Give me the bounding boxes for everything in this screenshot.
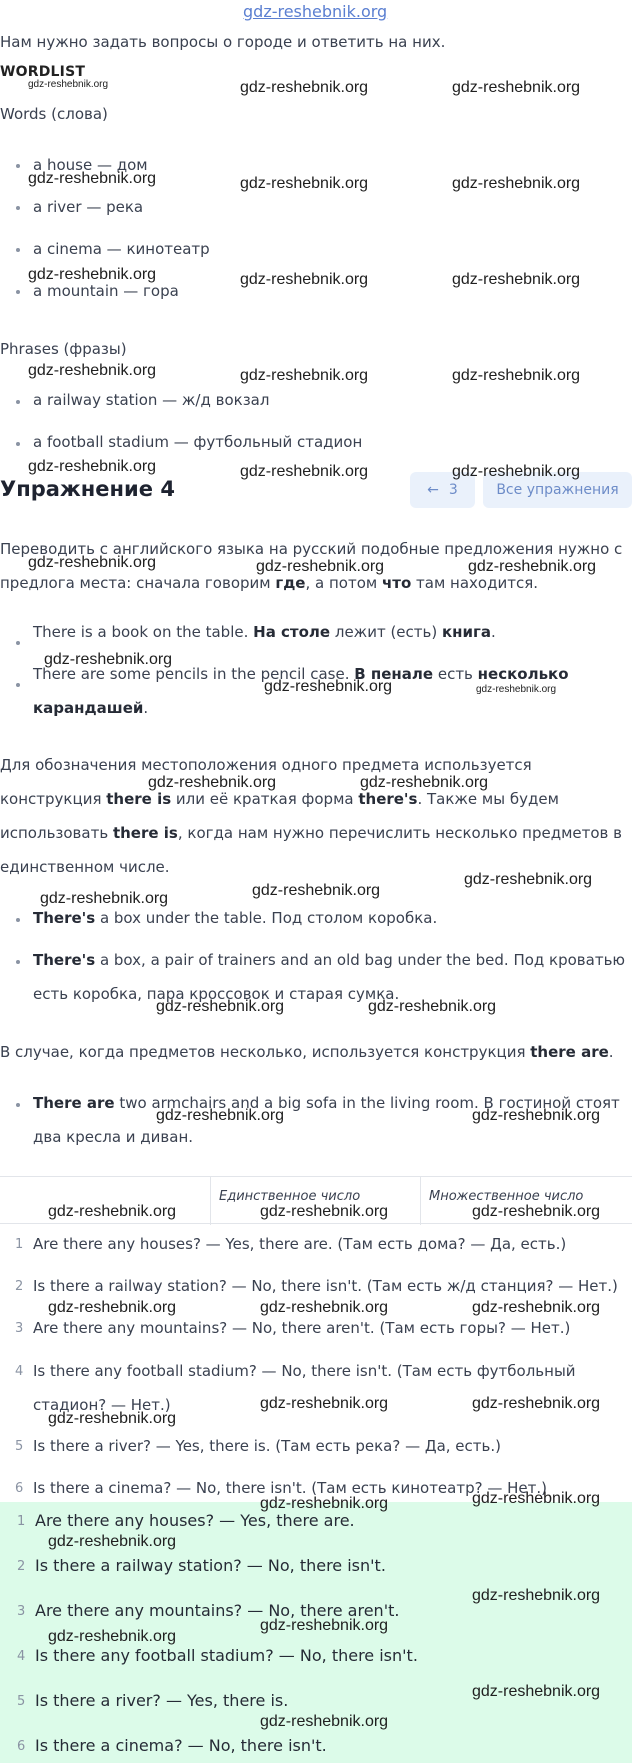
text-run: , когда нам нужно перечислить несколько предметов в (177, 824, 622, 842)
bullet-dot (16, 164, 20, 168)
watermark: gdz-reshebnik.org (40, 890, 169, 907)
watermark: gdz-reshebnik.org (240, 367, 369, 384)
bullet-dot (16, 918, 20, 922)
answer-item: Is there any football stadium? — No, there isn't. (35, 1646, 418, 1665)
bullet-dot (16, 960, 20, 964)
watermark: gdz-reshebnik.org (476, 684, 557, 695)
theory-p1-line2 (0, 574, 538, 592)
watermark: gdz-reshebnik.org (28, 170, 157, 187)
text-run: или её краткая форма (171, 790, 359, 808)
answer-item: Are there any houses? — Yes, there are. (35, 1511, 355, 1530)
theory-p2-line4: единственном числе. (0, 858, 170, 876)
watermark: gdz-reshebnik.org (472, 1587, 601, 1604)
text-run: . (491, 623, 496, 641)
answer-number: 6 (17, 1739, 26, 1754)
qa-number: 1 (15, 1237, 24, 1252)
text-run-bold: There are (33, 1094, 115, 1112)
watermark: gdz-reshebnik.org (28, 266, 157, 283)
qa-item: Is there a railway station? — No, there isn't. (Там есть ж/д станция? — Нет.) (33, 1277, 618, 1295)
word-item: a house — дом (33, 156, 148, 174)
bullet-dot (16, 641, 20, 645)
watermark: gdz-reshebnik.org (472, 1299, 601, 1316)
watermark: gdz-reshebnik.org (472, 1395, 601, 1412)
watermark: gdz-reshebnik.org (260, 1395, 389, 1412)
bullet-dot (16, 1103, 20, 1107)
table-divider (210, 1177, 211, 1225)
answer-number: 2 (17, 1559, 26, 1574)
watermark: gdz-reshebnik.org (260, 1299, 389, 1316)
watermark: gdz-reshebnik.org (252, 882, 381, 899)
watermark: gdz-reshebnik.org (472, 1490, 601, 1507)
text-run: конструкция (0, 790, 107, 808)
watermark: gdz-reshebnik.org (452, 367, 581, 384)
qa-item: Is there a cinema? — No, there isn't. (Там есть кинотеатр? — Нет.) (33, 1479, 547, 1497)
theory-p2-line3 (0, 824, 622, 842)
answer-item: Is there a river? — Yes, there is. (35, 1691, 289, 1710)
answer-item: Is there a cinema? — No, there isn't. (35, 1736, 327, 1755)
example-2-line2 (33, 699, 148, 717)
intro-text: Нам нужно задать вопросы о городе и ответить на них. (0, 33, 446, 51)
example-3 (33, 909, 437, 927)
watermark: gdz-reshebnik.org (452, 175, 581, 192)
qa-number: 5 (15, 1439, 24, 1454)
text-run-bold: there is (112, 824, 178, 842)
watermark: gdz-reshebnik.org (452, 271, 581, 288)
watermark: gdz-reshebnik.org (464, 871, 593, 888)
answer-number: 4 (17, 1649, 26, 1664)
prev-exercise-number: 3 (448, 482, 458, 498)
watermark: gdz-reshebnik.org (472, 1203, 601, 1220)
word-item: a river — река (33, 198, 144, 216)
watermark: gdz-reshebnik.org (28, 458, 157, 475)
watermark: gdz-reshebnik.org (240, 463, 369, 480)
watermark: gdz-reshebnik.org (156, 1107, 285, 1124)
phrase-item: a football stadium — футбольный стадион (33, 433, 363, 451)
text-run-bold: there are (530, 1043, 609, 1061)
text-run: There is a book on the table. (33, 623, 254, 641)
watermark: gdz-reshebnik.org (28, 79, 109, 90)
qa-number: 4 (15, 1364, 24, 1379)
arrow-left-icon: ← (427, 482, 439, 498)
text-run-bold: карандашей (33, 699, 144, 717)
word-item: a mountain — гора (33, 282, 179, 300)
bullet-dot (16, 290, 20, 294)
watermark: gdz-reshebnik.org (264, 678, 393, 695)
text-run: a box under the table. Под столом коробка. (95, 909, 438, 927)
answer-number: 5 (17, 1694, 26, 1709)
phrases-heading: Phrases (фразы) (0, 340, 127, 358)
qa-item: Are there any houses? — Yes, there are. (Там есть дома? — Да, есть.) (33, 1235, 567, 1253)
watermark: gdz-reshebnik.org (28, 554, 157, 571)
example-4-line2: есть коробка, пара кроссовок и старая сумка. (33, 985, 400, 1003)
answer-number: 3 (17, 1604, 26, 1619)
text-run: В случае, когда предметов несколько, используется конструкция (0, 1043, 531, 1061)
answer-item: Is there a railway station? — No, there isn't. (35, 1556, 386, 1575)
text-run: two armchairs and a big sofa in the living room. В гостиной стоят (114, 1094, 620, 1112)
bullet-dot (16, 442, 20, 446)
text-run-bold: There's (33, 951, 96, 969)
answer-number: 1 (17, 1514, 26, 1529)
watermark: gdz-reshebnik.org (156, 998, 285, 1015)
example-5-line2: два кресла и диван. (33, 1128, 194, 1146)
watermark: gdz-reshebnik.org (256, 558, 385, 575)
qa-item-continued: стадион? — Нет.) (33, 1396, 171, 1414)
text-run: использовать (0, 824, 113, 842)
word-item: a cinema — кинотеатр (33, 240, 210, 258)
watermark: gdz-reshebnik.org (48, 1533, 177, 1550)
theory-p2-line1: Для обозначения местоположения одного предмета используется (0, 756, 532, 774)
text-run-bold: there's (358, 790, 418, 808)
text-run: . (143, 699, 149, 717)
watermark: gdz-reshebnik.org (48, 1203, 177, 1220)
bullet-dot (16, 683, 20, 687)
text-run: . (608, 1043, 614, 1061)
watermark: gdz-reshebnik.org (472, 1683, 601, 1700)
watermark: gdz-reshebnik.org (48, 1410, 177, 1427)
watermark: gdz-reshebnik.org (240, 271, 369, 288)
text-run: , а потом (305, 574, 382, 592)
watermark: gdz-reshebnik.org (472, 1107, 601, 1124)
watermark: gdz-reshebnik.org (360, 774, 489, 791)
watermark: gdz-reshebnik.org (48, 1299, 177, 1316)
watermark: gdz-reshebnik.org (260, 1713, 389, 1730)
watermark: gdz-reshebnik.org (468, 558, 597, 575)
bullet-dot (16, 400, 20, 404)
watermark: gdz-reshebnik.org (452, 463, 581, 480)
watermark: gdz-reshebnik.org (28, 362, 157, 379)
qa-number: 2 (15, 1279, 24, 1294)
table-col-plural: Множественное число (429, 1189, 584, 1204)
bullet-dot (16, 206, 20, 210)
text-run-bold: где (275, 574, 306, 592)
theory-p1-line1: Переводить с английского языка на русский подобные предложения нужно с (0, 540, 623, 558)
table-col-singular: Единственное число (219, 1189, 361, 1204)
text-run: предлога места: сначала говорим (0, 574, 276, 592)
words-heading: Words (слова) (0, 105, 108, 123)
text-run: . Также мы будем (417, 790, 559, 808)
text-run: There are some pencils in the pencil case. (33, 665, 355, 683)
bullet-dot (16, 248, 20, 252)
answer-item: Are there any mountains? — No, there aren't. (35, 1601, 400, 1620)
example-4-line1 (33, 951, 625, 969)
text-run-bold: что (381, 574, 412, 592)
text-run-bold: несколько (477, 665, 569, 683)
theory-p3 (0, 1043, 614, 1061)
watermark: gdz-reshebnik.org (240, 79, 369, 96)
watermark: gdz-reshebnik.org (48, 1628, 177, 1645)
qa-number: 3 (15, 1321, 24, 1336)
watermark: gdz-reshebnik.org (148, 774, 277, 791)
watermark: gdz-reshebnik.org (260, 1617, 389, 1634)
text-run-bold: В пенале (354, 665, 434, 683)
qa-number: 6 (15, 1481, 24, 1496)
text-run-bold: there is (106, 790, 172, 808)
qa-item: Is there any football stadium? — No, there isn't. (Там есть футбольный (33, 1362, 576, 1380)
theory-p2-line2 (0, 790, 559, 808)
phrase-item: a railway station — ж/д вокзал (33, 391, 270, 409)
watermark: gdz-reshebnik.org (44, 651, 173, 668)
table-divider (420, 1177, 421, 1225)
watermark: gdz-reshebnik.org (260, 1203, 389, 1220)
site-header-link[interactable]: gdz-reshebnik.org (243, 2, 388, 21)
wordlist-title: WORDLIST (0, 64, 86, 80)
text-run-bold: книга (441, 623, 491, 641)
text-run: есть (433, 665, 478, 683)
text-run-bold: На столе (253, 623, 331, 641)
text-run: a box, a pair of trainers and an old bag under the bed. Под кроватью (95, 951, 626, 969)
all-exercises-label: Все упражнения (496, 482, 619, 498)
text-run-bold: There's (33, 909, 96, 927)
watermark: gdz-reshebnik.org (260, 1495, 389, 1512)
text-run: лежит (есть) (330, 623, 442, 641)
watermark: gdz-reshebnik.org (368, 998, 497, 1015)
text-run: там находится. (411, 574, 538, 592)
qa-item: Are there any mountains? — No, there aren't. (Там есть горы? — Нет.) (33, 1319, 571, 1337)
watermark: gdz-reshebnik.org (452, 79, 581, 96)
qa-item: Is there a river? — Yes, there is. (Там есть река? — Да, есть.) (33, 1437, 501, 1455)
example-1 (33, 623, 496, 641)
watermark: gdz-reshebnik.org (240, 175, 369, 192)
exercise-title: Упражнение 4 (0, 477, 175, 501)
